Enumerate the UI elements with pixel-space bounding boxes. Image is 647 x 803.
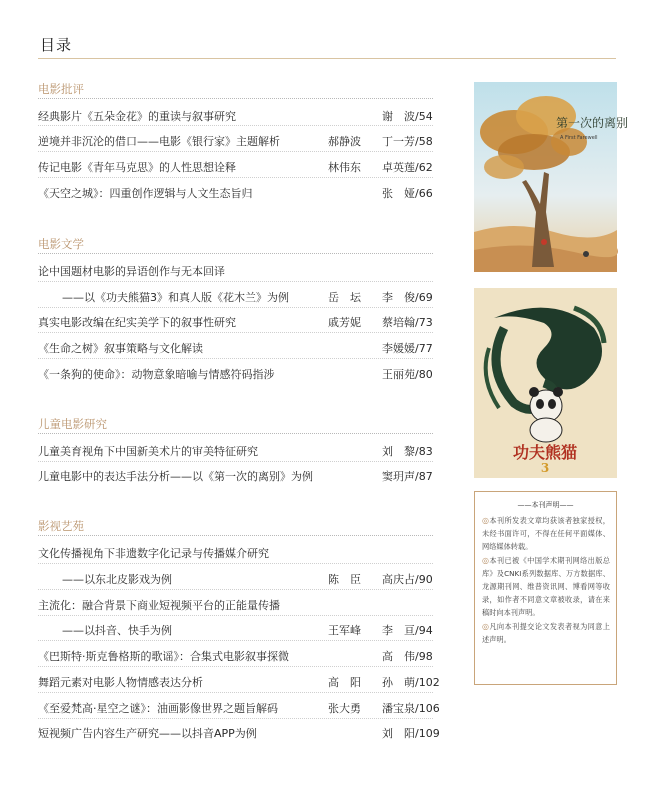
statement-item-text: 凡向本刊提交论文发表者视为同意上述声明。	[482, 621, 610, 644]
statement-item-text: 本刊所发表文章均获该者独家授权，未经书面许可，不得在任何平面媒体、网络媒体转载。	[482, 516, 610, 552]
child-figure-icon	[583, 251, 589, 257]
toc-entry-title[interactable]: 真实电影改编在纪实美学下的叙事性研究	[38, 316, 236, 329]
toc-entry-title[interactable]: 《至爱梵高·星空之谜》：油画影像世界之题旨解码	[38, 702, 278, 715]
entry-divider	[38, 125, 433, 126]
toc-entry-title[interactable]: 舞蹈元素对电影人物情感表达分析	[38, 676, 203, 689]
toc-entry-author-page: 王丽苑/80	[382, 368, 433, 381]
toc-entry-subtitle[interactable]: ——以抖音、快手为例	[62, 624, 172, 637]
entry-divider	[38, 692, 433, 693]
toc-entry-title[interactable]: 《一条狗的使命》：动物意象暗喻与情感符码指涉	[38, 368, 275, 381]
toc-entry-author-page: 李媛媛/77	[382, 342, 433, 355]
statement-item	[482, 514, 610, 554]
journal-statement-box	[474, 491, 617, 685]
toc-entry-title[interactable]: 主流化：融合背景下商业短视频平台的正能量传播	[38, 599, 280, 612]
toc-entry-author: 张大勇	[328, 702, 361, 715]
poster2-number-text: 3	[540, 461, 550, 475]
poster-kung-fu-panda-art	[474, 288, 617, 478]
poster1-subtitle-text: A First Farewell	[560, 135, 598, 141]
toc-entry-title[interactable]: 论中国题材电影的异语创作与无本回译	[38, 265, 225, 278]
toc-entry-author: 郝静波	[328, 135, 361, 148]
entry-divider	[38, 307, 433, 308]
entry-divider	[38, 666, 433, 667]
toc-entry-subtitle[interactable]: ——以东北皮影戏为例	[62, 573, 172, 586]
toc-entry-author-page: 刘 阳/109	[382, 727, 440, 740]
toc-entry-author-page: 卓英莲/62	[382, 161, 433, 174]
toc-entry-title[interactable]: 传记电影《青年马克思》的人性思想诠释	[38, 161, 236, 174]
section-divider	[38, 98, 433, 99]
toc-entry-author: 林伟东	[328, 161, 361, 174]
statement-item	[482, 554, 610, 620]
toc-entry-author-page: 孙 萌/102	[382, 676, 440, 689]
toc-entry-author-page: 谢 波/54	[382, 110, 433, 123]
bullet-icon: ◎	[482, 516, 490, 525]
toc-entry-subtitle[interactable]: ——以《功夫熊猫3》和真人版《花木兰》为例	[62, 291, 289, 304]
poster1-title-text: 第一次的离别	[556, 116, 629, 130]
child-figure-icon	[541, 239, 547, 245]
toc-entry-title[interactable]: 《巴斯特·斯克鲁格斯的歌谣》：合集式电影叙事探微	[38, 650, 289, 663]
entry-divider	[38, 563, 433, 564]
poster2-title-text: 功夫熊猫	[512, 443, 578, 462]
toc-entry-title[interactable]: 文化传播视角下非遗数字化记录与传播媒介研究	[38, 547, 269, 560]
toc-entry-title[interactable]: 《天空之城》：四重创作逻辑与人文生态旨归	[38, 187, 253, 200]
entry-divider	[38, 177, 433, 178]
toc-entry-author-page: 蔡培翰/73	[382, 316, 433, 329]
statement-item	[482, 620, 610, 646]
section-heading-film-criticism: 电影批评	[38, 82, 84, 96]
section-heading-film-literature: 电影文学	[38, 237, 84, 251]
movie-poster-kung-fu-panda-3	[474, 288, 617, 478]
toc-entry-author-page: 潘宝泉/106	[382, 702, 440, 715]
toc-entry-author: 岳 坛	[328, 291, 361, 304]
entry-divider	[38, 461, 433, 462]
section-divider	[38, 253, 433, 254]
entry-divider	[38, 589, 433, 590]
entry-divider	[38, 358, 433, 359]
toc-entry-author: 王军峰	[328, 624, 361, 637]
toc-entry-author-page: 张 娅/66	[382, 187, 433, 200]
statement-title: ——本刊声明——	[517, 501, 574, 509]
toc-entry-title[interactable]: 儿童美育视角下中国新美术片的审美特征研究	[38, 445, 258, 458]
page-title: 目录	[40, 36, 73, 54]
toc-entry-author-page: 丁一芳/58	[382, 135, 433, 148]
statement-item-text: 本刊已被《中国学术期刊网络出版总库》及CNKI系列数据库、万方数据库、龙源期刊网、维普资讯网、博看网等收录，如作者不同意文章被收录，请在来稿时向本刊声明。	[482, 555, 610, 618]
section-heading-children-film: 儿童电影研究	[38, 417, 107, 431]
movie-poster-first-farewell	[474, 82, 629, 272]
toc-entry-author-page: 高庆占/90	[382, 573, 433, 586]
entry-divider	[38, 281, 433, 282]
title-divider	[38, 58, 616, 59]
toc-entry-author-page: 窦玥声/87	[382, 470, 433, 483]
toc-entry-author: 高 阳	[328, 676, 361, 689]
bullet-icon: ◎	[482, 621, 490, 631]
section-divider	[38, 433, 433, 434]
toc-entry-author: 戚芳妮	[328, 316, 361, 329]
toc-entry-author-page: 李 亘/94	[382, 624, 433, 637]
entry-divider	[38, 332, 433, 333]
section-divider	[38, 535, 433, 536]
toc-entry-author-page: 高 伟/98	[382, 650, 433, 663]
bullet-icon: ◎	[482, 555, 490, 565]
statement-body	[482, 514, 610, 646]
section-heading-film-tv-arts: 影视艺苑	[38, 519, 84, 533]
toc-entry-author-page: 刘 黎/83	[382, 445, 433, 458]
toc-entry-author: 陈 臣	[328, 573, 361, 586]
entry-divider	[38, 640, 433, 641]
toc-entry-title[interactable]: 短视频广告内容生产研究——以抖音APP为例	[38, 727, 257, 740]
entry-divider	[38, 151, 433, 152]
entry-divider	[38, 615, 433, 616]
toc-entry-title[interactable]: 经典影片《五朵金花》的重读与叙事研究	[38, 110, 236, 123]
toc-entry-author-page: 李 俊/69	[382, 291, 433, 304]
toc-entry-title[interactable]: 儿童电影中的表达手法分析——以《第一次的离别》为例	[38, 470, 313, 483]
toc-entry-title[interactable]: 《生命之树》叙事策略与文化解读	[38, 342, 203, 355]
toc-entry-title[interactable]: 逆境并非沉沦的借口——电影《银行家》主题解析	[38, 135, 280, 148]
entry-divider	[38, 718, 433, 719]
poster-first-farewell-art	[474, 82, 629, 272]
